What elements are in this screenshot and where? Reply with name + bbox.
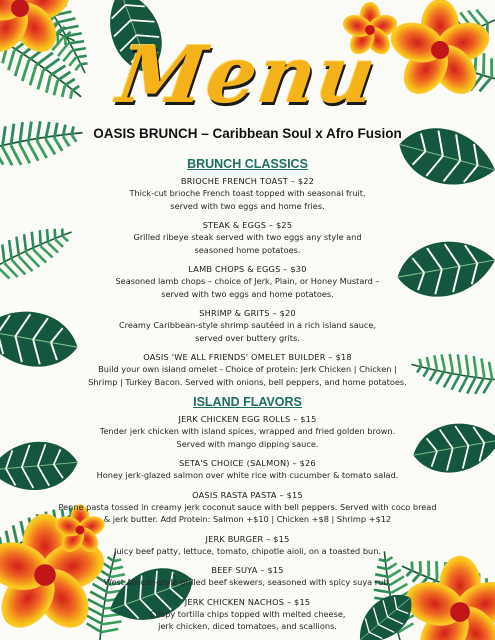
item-name: OASIS RASTA PASTA – $15 bbox=[192, 489, 303, 500]
item-description: Penne pasta tossed in creamy jerk coconut sauce with bell peppers. Served with coco bread bbox=[58, 501, 437, 512]
menu-item bbox=[60, 219, 435, 256]
menu-item bbox=[54, 489, 441, 526]
item-name: STEAK & EGGS – $25 bbox=[202, 220, 293, 230]
menu-item bbox=[54, 351, 441, 388]
item-description: Thick-cut brioche French toast topped with seasonal fruit, bbox=[129, 188, 366, 198]
menu-item bbox=[60, 307, 435, 344]
restaurant-subtitle: OASIS BRUNCH – Caribbean Soul x Afro Fusion bbox=[93, 126, 402, 141]
item-description: Seasoned lamb chops – choice of Jerk, Plain, or Honey Mustard – bbox=[115, 276, 380, 286]
item-description: Build your own island omelet - Choice of protein: Jerk Chicken | Chicken | bbox=[98, 364, 397, 374]
item-description: Grilled ribeye steak served with two eggs any style and bbox=[133, 232, 362, 242]
menu-item bbox=[60, 533, 435, 558]
item-name: JERK CHICKEN NACHOS – $15 bbox=[184, 596, 311, 607]
item-description: West African-style grilled beef skewers, seasoned with spicy suya rub. bbox=[103, 577, 392, 587]
menu-item bbox=[60, 564, 435, 589]
menu-content bbox=[60, 157, 435, 640]
section-island-flavors bbox=[60, 395, 435, 633]
item-description: & jerk butter. Add Protein: Salmon +$10 | Chicken +$8 | Shrimp +$12 bbox=[103, 514, 392, 524]
item-name: SETA'S CHOICE (SALMON) – $26 bbox=[179, 458, 316, 468]
item-description: seasoned home potatoes. bbox=[194, 244, 301, 255]
item-name: JERK CHICKEN EGG ROLLS – $15 bbox=[178, 414, 317, 424]
item-name: OASIS 'WE ALL FRIENDS' OMELET BUILDER – $18 bbox=[143, 352, 352, 362]
item-description: Crispy tortilla chips topped with melted cheese, bbox=[149, 608, 346, 619]
menu-item bbox=[60, 596, 435, 633]
item-description: served with two eggs and home fries. bbox=[170, 200, 325, 211]
item-name: LAMB CHOPS & EGGS – $30 bbox=[188, 264, 307, 274]
menu-item bbox=[60, 175, 435, 212]
item-description: Served with mango dipping sauce. bbox=[176, 438, 319, 449]
item-description: served with two eggs and home potatoes. bbox=[161, 288, 334, 299]
item-name: JERK BURGER – $15 bbox=[205, 533, 290, 544]
menu-item bbox=[60, 263, 435, 300]
item-description: Shrimp | Turkey Bacon. Served with onions, bell peppers, and home potatoes. bbox=[88, 376, 407, 387]
menu-item bbox=[60, 457, 435, 482]
item-description: Honey jerk-glazed salmon over white rice with cucumber & tomato salad. bbox=[96, 470, 399, 480]
menu-title: Menu bbox=[112, 30, 383, 121]
item-description: Tender jerk chicken with island spices, wrapped and fried golden brown. bbox=[99, 426, 396, 436]
item-name: SHRIMP & GRITS – $20 bbox=[199, 308, 296, 318]
item-name: BEEF SUYA – $15 bbox=[211, 565, 284, 575]
section-heading: BRUNCH CLASSICS bbox=[187, 157, 308, 171]
section-brunch-classics bbox=[60, 157, 435, 388]
item-description: jerk chicken, diced tomatoes, and scallions. bbox=[158, 621, 337, 631]
item-name: BRIOCHE FRENCH TOAST – $22 bbox=[180, 176, 315, 186]
item-description: Juicy beef patty, lettuce, tomato, chipotle aioli, on a toasted bun. bbox=[113, 545, 382, 556]
item-description: served over buttery grits. bbox=[195, 332, 300, 343]
menu-item bbox=[60, 413, 435, 450]
item-description: Creamy Caribbean-style shrimp sautéed in a rich island sauce, bbox=[118, 320, 377, 330]
section-heading: ISLAND FLAVORS bbox=[193, 395, 302, 409]
